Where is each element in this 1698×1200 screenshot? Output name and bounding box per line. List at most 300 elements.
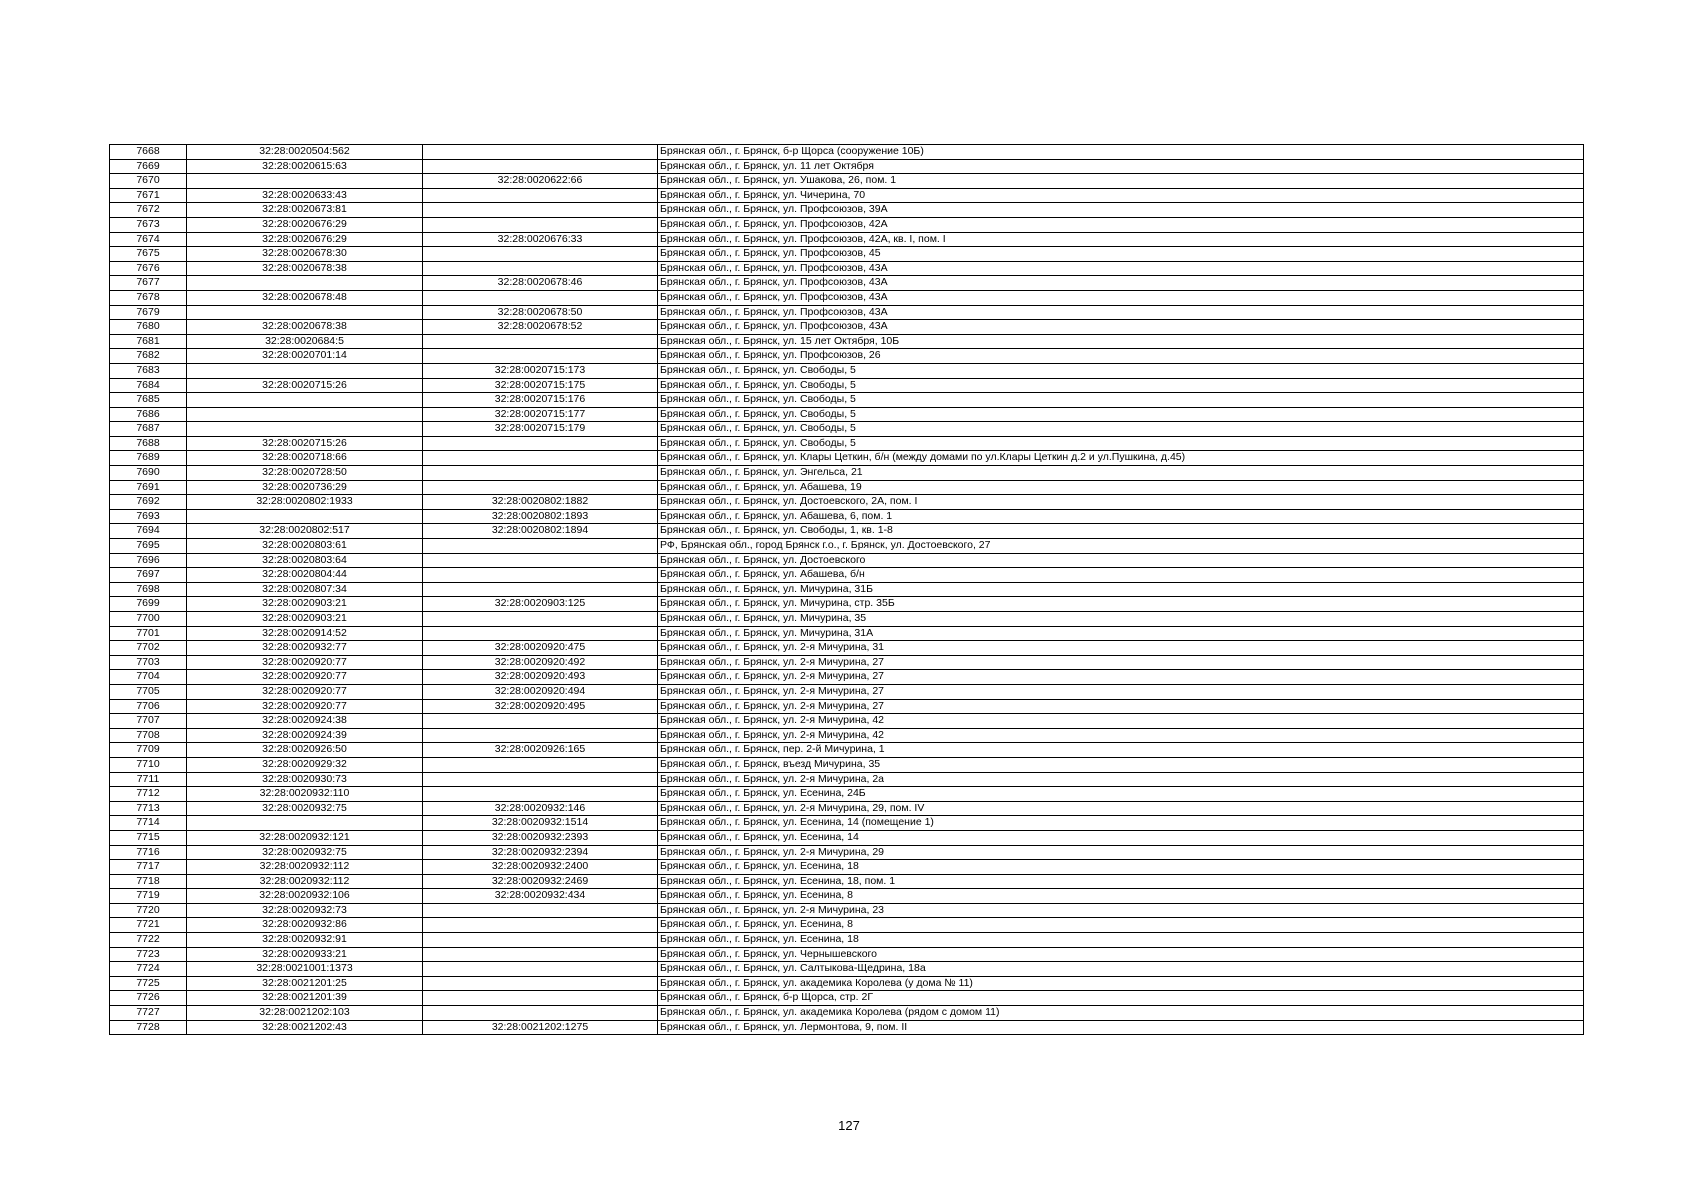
row-number-cell: 7690 [110,466,187,481]
table-row [110,787,1584,802]
land-cadastral-number-cell: 32:28:0020932:77 [187,641,423,656]
address-cell: Брянская обл., г. Брянск, ул. Есенина, 18 [658,860,1584,875]
row-number-cell: 7706 [110,699,187,714]
land-cadastral-number-cell [187,422,423,437]
land-cadastral-number-cell [187,509,423,524]
address-cell: Брянская обл., г. Брянск, ул. Чичерина, 70 [658,188,1584,203]
object-cadastral-number-cell [423,159,658,174]
table-row [110,976,1584,991]
table-row [110,553,1584,568]
row-number-cell: 7669 [110,159,187,174]
object-cadastral-number-cell: 32:28:0020802:1893 [423,509,658,524]
address-cell: Брянская обл., г. Брянск, ул. Достоевского, 2А, пом. I [658,495,1584,510]
row-number-cell: 7705 [110,684,187,699]
row-number-cell: 7714 [110,816,187,831]
land-cadastral-number-cell: 32:28:0021202:103 [187,1006,423,1021]
table-row [110,466,1584,481]
object-cadastral-number-cell: 32:28:0020678:46 [423,276,658,291]
page-number: 127 [838,1118,860,1133]
address-cell: Брянская обл., г. Брянск, ул. 2-я Мичурина, 29 [658,845,1584,860]
table-row [110,495,1584,510]
address-cell: Брянская обл., г. Брянск, ул. Профсоюзов, 26 [658,349,1584,364]
address-cell: Брянская обл., г. Брянск, ул. 2-я Мичурина, 2а [658,772,1584,787]
table-row [110,539,1584,554]
row-number-cell: 7721 [110,918,187,933]
address-cell: Брянская обл., г. Брянск, ул. Абашева, 6, пом. 1 [658,509,1584,524]
row-number-cell: 7702 [110,641,187,656]
row-number-cell: 7722 [110,933,187,948]
object-cadastral-number-cell [423,947,658,962]
object-cadastral-number-cell [423,247,658,262]
object-cadastral-number-cell [423,626,658,641]
land-cadastral-number-cell: 32:28:0020903:21 [187,612,423,627]
land-cadastral-number-cell: 32:28:0020932:121 [187,830,423,845]
address-cell: Брянская обл., г. Брянск, ул. Свободы, 5 [658,378,1584,393]
object-cadastral-number-cell: 32:28:0020678:52 [423,320,658,335]
object-cadastral-number-cell [423,1006,658,1021]
address-cell: Брянская обл., г. Брянск, ул. Достоевского [658,553,1584,568]
table-row [110,1020,1584,1035]
object-cadastral-number-cell: 32:28:0020715:175 [423,378,658,393]
table-row [110,655,1584,670]
table-row [110,217,1584,232]
table-row [110,889,1584,904]
land-cadastral-number-cell: 32:28:0020807:34 [187,582,423,597]
address-cell: Брянская обл., г. Брянск, ул. Мичурина, стр. 35Б [658,597,1584,612]
object-cadastral-number-cell [423,933,658,948]
row-number-cell: 7684 [110,378,187,393]
land-cadastral-number-cell: 32:28:0020926:50 [187,743,423,758]
land-cadastral-number-cell [187,276,423,291]
object-cadastral-number-cell [423,757,658,772]
land-cadastral-number-cell: 32:28:0020932:91 [187,933,423,948]
land-cadastral-number-cell [187,393,423,408]
table-row [110,305,1584,320]
address-cell: Брянская обл., г. Брянск, б-р Щорса (сооружение 10Б) [658,145,1584,160]
row-number-cell: 7670 [110,174,187,189]
table-row [110,830,1584,845]
land-cadastral-number-cell: 32:28:0020920:77 [187,670,423,685]
address-cell: Брянская обл., г. Брянск, ул. 2-я Мичурина, 27 [658,670,1584,685]
table-row [110,261,1584,276]
object-cadastral-number-cell [423,976,658,991]
object-cadastral-number-cell: 32:28:0020715:176 [423,393,658,408]
table-row [110,991,1584,1006]
object-cadastral-number-cell: 32:28:0020932:2393 [423,830,658,845]
table-row [110,582,1584,597]
table-row [110,728,1584,743]
land-cadastral-number-cell: 32:28:0020932:75 [187,801,423,816]
table-row [110,845,1584,860]
address-cell: Брянская обл., г. Брянск, ул. Свободы, 5 [658,436,1584,451]
row-number-cell: 7717 [110,860,187,875]
table-row [110,714,1584,729]
address-cell: Брянская обл., г. Брянск, ул. Энгельса, 21 [658,466,1584,481]
land-cadastral-number-cell: 32:28:0020504:562 [187,145,423,160]
row-number-cell: 7703 [110,655,187,670]
object-cadastral-number-cell [423,451,658,466]
address-cell: Брянская обл., г. Брянск, ул. 2-я Мичурина, 23 [658,903,1584,918]
table-row [110,597,1584,612]
object-cadastral-number-cell: 32:28:0020932:146 [423,801,658,816]
address-cell: Брянская обл., г. Брянск, ул. Профсоюзов, 39А [658,203,1584,218]
land-cadastral-number-cell: 32:28:0020803:61 [187,539,423,554]
land-cadastral-number-cell: 32:28:0021001:1373 [187,962,423,977]
land-cadastral-number-cell: 32:28:0020715:26 [187,378,423,393]
object-cadastral-number-cell [423,553,658,568]
land-cadastral-number-cell: 32:28:0020715:26 [187,436,423,451]
table-row [110,378,1584,393]
object-cadastral-number-cell: 32:28:0020715:173 [423,363,658,378]
table-row [110,874,1584,889]
object-cadastral-number-cell: 32:28:0020932:2469 [423,874,658,889]
table-row [110,772,1584,787]
row-number-cell: 7691 [110,480,187,495]
table-row [110,320,1584,335]
address-cell: Брянская обл., г. Брянск, ул. Профсоюзов, 45 [658,247,1584,262]
row-number-cell: 7720 [110,903,187,918]
land-cadastral-number-cell [187,816,423,831]
table-row [110,918,1584,933]
row-number-cell: 7682 [110,349,187,364]
row-number-cell: 7701 [110,626,187,641]
address-cell: Брянская обл., г. Брянск, б-р Щорса, стр. 2Г [658,991,1584,1006]
object-cadastral-number-cell [423,480,658,495]
address-cell: Брянская обл., г. Брянск, ул. академика Королева (у дома № 11) [658,976,1584,991]
address-cell: Брянская обл., г. Брянск, ул. Свободы, 1, кв. 1-8 [658,524,1584,539]
address-cell: Брянская обл., г. Брянск, ул. Абашева, б/н [658,568,1584,583]
address-cell: Брянская обл., г. Брянск, ул. Салтыкова-Щедрина, 18а [658,962,1584,977]
object-cadastral-number-cell [423,714,658,729]
table-row [110,334,1584,349]
land-cadastral-number-cell: 32:28:0020803:64 [187,553,423,568]
address-cell: Брянская обл., г. Брянск, ул. 2-я Мичурина, 29, пом. IV [658,801,1584,816]
object-cadastral-number-cell: 32:28:0020715:179 [423,422,658,437]
land-cadastral-number-cell: 32:28:0021201:25 [187,976,423,991]
row-number-cell: 7716 [110,845,187,860]
object-cadastral-number-cell [423,349,658,364]
land-cadastral-number-cell [187,174,423,189]
land-cadastral-number-cell: 32:28:0020678:48 [187,290,423,305]
address-cell: Брянская обл., г. Брянск, ул. Свободы, 5 [658,422,1584,437]
row-number-cell: 7679 [110,305,187,320]
object-cadastral-number-cell [423,466,658,481]
row-number-cell: 7712 [110,787,187,802]
land-cadastral-number-cell: 32:28:0021202:43 [187,1020,423,1035]
object-cadastral-number-cell: 32:28:0020932:2400 [423,860,658,875]
address-cell: Брянская обл., г. Брянск, въезд Мичурина, 35 [658,757,1584,772]
land-cadastral-number-cell: 32:28:0020802:1933 [187,495,423,510]
table-row [110,670,1584,685]
table-row [110,699,1584,714]
address-cell: Брянская обл., г. Брянск, ул. Свободы, 5 [658,407,1584,422]
object-cadastral-number-cell: 32:28:0020920:494 [423,684,658,699]
table-row [110,641,1584,656]
row-number-cell: 7672 [110,203,187,218]
table-row [110,188,1584,203]
table-row [110,860,1584,875]
land-cadastral-number-cell: 32:28:0020932:106 [187,889,423,904]
row-number-cell: 7685 [110,393,187,408]
object-cadastral-number-cell: 32:28:0020676:33 [423,232,658,247]
object-cadastral-number-cell: 32:28:0020932:434 [423,889,658,904]
table-row [110,612,1584,627]
address-cell: Брянская обл., г. Брянск, ул. Есенина, 18 [658,933,1584,948]
object-cadastral-number-cell [423,217,658,232]
land-cadastral-number-cell: 32:28:0020932:73 [187,903,423,918]
address-cell: Брянская обл., г. Брянск, ул. Свободы, 5 [658,363,1584,378]
address-cell: Брянская обл., г. Брянск, ул. Свободы, 5 [658,393,1584,408]
object-cadastral-number-cell: 32:28:0020932:1514 [423,816,658,831]
address-cell: РФ, Брянская обл., город Брянск г.о., г. Брянск, ул. Достоевского, 27 [658,539,1584,554]
table-row [110,174,1584,189]
address-cell: Брянская обл., г. Брянск, ул. 2-я Мичурина, 42 [658,728,1584,743]
address-cell: Брянская обл., г. Брянск, ул. Есенина, 8 [658,918,1584,933]
land-cadastral-number-cell: 32:28:0020633:43 [187,188,423,203]
address-cell: Брянская обл., г. Брянск, ул. 15 лет Октября, 10Б [658,334,1584,349]
object-cadastral-number-cell [423,436,658,451]
address-cell: Брянская обл., г. Брянск, ул. Мичурина, 31А [658,626,1584,641]
address-cell: Брянская обл., г. Брянск, ул. 11 лет Октября [658,159,1584,174]
row-number-cell: 7713 [110,801,187,816]
row-number-cell: 7715 [110,830,187,845]
row-number-cell: 7681 [110,334,187,349]
row-number-cell: 7724 [110,962,187,977]
table-row [110,480,1584,495]
row-number-cell: 7677 [110,276,187,291]
object-cadastral-number-cell [423,918,658,933]
row-number-cell: 7697 [110,568,187,583]
address-cell: Брянская обл., г. Брянск, ул. Профсоюзов, 42А, кв. I, пом. I [658,232,1584,247]
object-cadastral-number-cell: 32:28:0020622:66 [423,174,658,189]
object-cadastral-number-cell: 32:28:0020802:1882 [423,495,658,510]
land-cadastral-number-cell: 32:28:0020676:29 [187,217,423,232]
object-cadastral-number-cell [423,261,658,276]
object-cadastral-number-cell: 32:28:0020932:2394 [423,845,658,860]
row-number-cell: 7700 [110,612,187,627]
row-number-cell: 7676 [110,261,187,276]
table-row [110,947,1584,962]
land-cadastral-number-cell: 32:28:0020728:50 [187,466,423,481]
land-cadastral-number-cell: 32:28:0020920:77 [187,655,423,670]
row-number-cell: 7673 [110,217,187,232]
address-cell: Брянская обл., г. Брянск, ул. Есенина, 14 [658,830,1584,845]
table-row [110,159,1584,174]
address-cell: Брянская обл., г. Брянск, ул. Профсоюзов, 43А [658,305,1584,320]
land-cadastral-number-cell [187,407,423,422]
object-cadastral-number-cell [423,290,658,305]
row-number-cell: 7687 [110,422,187,437]
land-cadastral-number-cell: 32:28:0020914:52 [187,626,423,641]
table-row [110,524,1584,539]
land-cadastral-number-cell: 32:28:0021201:39 [187,991,423,1006]
address-cell: Брянская обл., г. Брянск, ул. Ушакова, 26, пом. 1 [658,174,1584,189]
address-cell: Брянская обл., г. Брянск, ул. Клары Цеткин, б/н (между домами по ул.Клары Цеткин д.2 и ул.Пушкина, д.45) [658,451,1584,466]
land-cadastral-number-cell: 32:28:0020673:81 [187,203,423,218]
address-cell: Брянская обл., г. Брянск, ул. 2-я Мичурина, 27 [658,699,1584,714]
row-number-cell: 7693 [110,509,187,524]
object-cadastral-number-cell: 32:28:0020678:50 [423,305,658,320]
address-cell: Брянская обл., г. Брянск, ул. Есенина, 18, пом. 1 [658,874,1584,889]
land-cadastral-number-cell: 32:28:0020684:5 [187,334,423,349]
table-row [110,363,1584,378]
object-cadastral-number-cell: 32:28:0020802:1894 [423,524,658,539]
table-row [110,962,1584,977]
object-cadastral-number-cell [423,334,658,349]
row-number-cell: 7699 [110,597,187,612]
row-number-cell: 7726 [110,991,187,1006]
object-cadastral-number-cell [423,582,658,597]
land-cadastral-number-cell: 32:28:0020930:73 [187,772,423,787]
object-cadastral-number-cell: 32:28:0020920:475 [423,641,658,656]
table-row [110,247,1584,262]
table-row [110,436,1584,451]
object-cadastral-number-cell [423,903,658,918]
row-number-cell: 7688 [110,436,187,451]
address-cell: Брянская обл., г. Брянск, ул. Абашева, 19 [658,480,1584,495]
object-cadastral-number-cell [423,991,658,1006]
table-row [110,422,1584,437]
land-cadastral-number-cell [187,363,423,378]
row-number-cell: 7704 [110,670,187,685]
object-cadastral-number-cell [423,539,658,554]
object-cadastral-number-cell: 32:28:0020920:495 [423,699,658,714]
object-cadastral-number-cell [423,568,658,583]
land-cadastral-number-cell: 32:28:0020920:77 [187,699,423,714]
registry-body [110,145,1584,1035]
table-row [110,757,1584,772]
land-cadastral-number-cell: 32:28:0020676:29 [187,232,423,247]
object-cadastral-number-cell: 32:28:0020920:493 [423,670,658,685]
land-cadastral-number-cell: 32:28:0020920:77 [187,684,423,699]
land-cadastral-number-cell: 32:28:0020932:112 [187,874,423,889]
table-row [110,933,1584,948]
row-number-cell: 7695 [110,539,187,554]
land-cadastral-number-cell: 32:28:0020678:38 [187,320,423,335]
row-number-cell: 7710 [110,757,187,772]
row-number-cell: 7711 [110,772,187,787]
address-cell: Брянская обл., г. Брянск, ул. Чернышевского [658,947,1584,962]
row-number-cell: 7723 [110,947,187,962]
object-cadastral-number-cell [423,962,658,977]
row-number-cell: 7719 [110,889,187,904]
address-cell: Брянская обл., г. Брянск, ул. Профсоюзов, 43А [658,276,1584,291]
land-cadastral-number-cell: 32:28:0020924:39 [187,728,423,743]
row-number-cell: 7678 [110,290,187,305]
object-cadastral-number-cell [423,203,658,218]
row-number-cell: 7675 [110,247,187,262]
address-cell: Брянская обл., г. Брянск, ул. Профсоюзов, 43А [658,261,1584,276]
row-number-cell: 7683 [110,363,187,378]
row-number-cell: 7671 [110,188,187,203]
registry-table [109,144,1584,1035]
table-row [110,816,1584,831]
table-row [110,232,1584,247]
row-number-cell: 7728 [110,1020,187,1035]
address-cell: Брянская обл., г. Брянск, ул. 2-я Мичурина, 42 [658,714,1584,729]
address-cell: Брянская обл., г. Брянск, ул. Профсоюзов, 43А [658,320,1584,335]
row-number-cell: 7686 [110,407,187,422]
table-row [110,349,1584,364]
table-row [110,276,1584,291]
table-row [110,903,1584,918]
row-number-cell: 7692 [110,495,187,510]
table-row [110,568,1584,583]
land-cadastral-number-cell: 32:28:0020615:63 [187,159,423,174]
row-number-cell: 7727 [110,1006,187,1021]
object-cadastral-number-cell: 32:28:0021202:1275 [423,1020,658,1035]
land-cadastral-number-cell: 32:28:0020678:38 [187,261,423,276]
land-cadastral-number-cell: 32:28:0020929:32 [187,757,423,772]
table-row [110,145,1584,160]
object-cadastral-number-cell: 32:28:0020920:492 [423,655,658,670]
table-row [110,626,1584,641]
object-cadastral-number-cell: 32:28:0020715:177 [423,407,658,422]
row-number-cell: 7694 [110,524,187,539]
land-cadastral-number-cell: 32:28:0020933:21 [187,947,423,962]
table-row [110,393,1584,408]
row-number-cell: 7696 [110,553,187,568]
address-cell: Брянская обл., г. Брянск, ул. 2-я Мичурина, 27 [658,684,1584,699]
address-cell: Брянская обл., г. Брянск, ул. Профсоюзов, 43А [658,290,1584,305]
table-row [110,290,1584,305]
table-row [110,407,1584,422]
object-cadastral-number-cell [423,728,658,743]
land-cadastral-number-cell: 32:28:0020718:66 [187,451,423,466]
land-cadastral-number-cell: 32:28:0020701:14 [187,349,423,364]
land-cadastral-number-cell: 32:28:0020903:21 [187,597,423,612]
table-row [110,684,1584,699]
address-cell: Брянская обл., г. Брянск, ул. 2-я Мичурина, 31 [658,641,1584,656]
land-cadastral-number-cell: 32:28:0020736:29 [187,480,423,495]
row-number-cell: 7725 [110,976,187,991]
row-number-cell: 7674 [110,232,187,247]
object-cadastral-number-cell [423,772,658,787]
table-row [110,451,1584,466]
land-cadastral-number-cell: 32:28:0020924:38 [187,714,423,729]
table-row [110,203,1584,218]
address-cell: Брянская обл., г. Брянск, ул. 2-я Мичурина, 27 [658,655,1584,670]
address-cell: Брянская обл., г. Брянск, ул. Лермонтова, 9, пом. II [658,1020,1584,1035]
address-cell: Брянская обл., г. Брянск, пер. 2-й Мичурина, 1 [658,743,1584,758]
land-cadastral-number-cell: 32:28:0020932:86 [187,918,423,933]
address-cell: Брянская обл., г. Брянск, ул. Профсоюзов, 42А [658,217,1584,232]
row-number-cell: 7709 [110,743,187,758]
object-cadastral-number-cell: 32:28:0020903:125 [423,597,658,612]
row-number-cell: 7707 [110,714,187,729]
object-cadastral-number-cell [423,787,658,802]
land-cadastral-number-cell: 32:28:0020804:44 [187,568,423,583]
row-number-cell: 7680 [110,320,187,335]
row-number-cell: 7708 [110,728,187,743]
land-cadastral-number-cell: 32:28:0020932:75 [187,845,423,860]
address-cell: Брянская обл., г. Брянск, ул. Мичурина, 31Б [658,582,1584,597]
table-row [110,509,1584,524]
row-number-cell: 7689 [110,451,187,466]
object-cadastral-number-cell [423,612,658,627]
table-row [110,1006,1584,1021]
land-cadastral-number-cell: 32:28:0020932:112 [187,860,423,875]
address-cell: Брянская обл., г. Брянск, ул. Есенина, 24Б [658,787,1584,802]
address-cell: Брянская обл., г. Брянск, ул. Мичурина, 35 [658,612,1584,627]
address-cell: Брянская обл., г. Брянск, ул. Есенина, 14 (помещение 1) [658,816,1584,831]
address-cell: Брянская обл., г. Брянск, ул. Есенина, 8 [658,889,1584,904]
object-cadastral-number-cell [423,145,658,160]
land-cadastral-number-cell [187,305,423,320]
object-cadastral-number-cell [423,188,658,203]
address-cell: Брянская обл., г. Брянск, ул. академика Королева (рядом с домом 11) [658,1006,1584,1021]
table-row [110,801,1584,816]
